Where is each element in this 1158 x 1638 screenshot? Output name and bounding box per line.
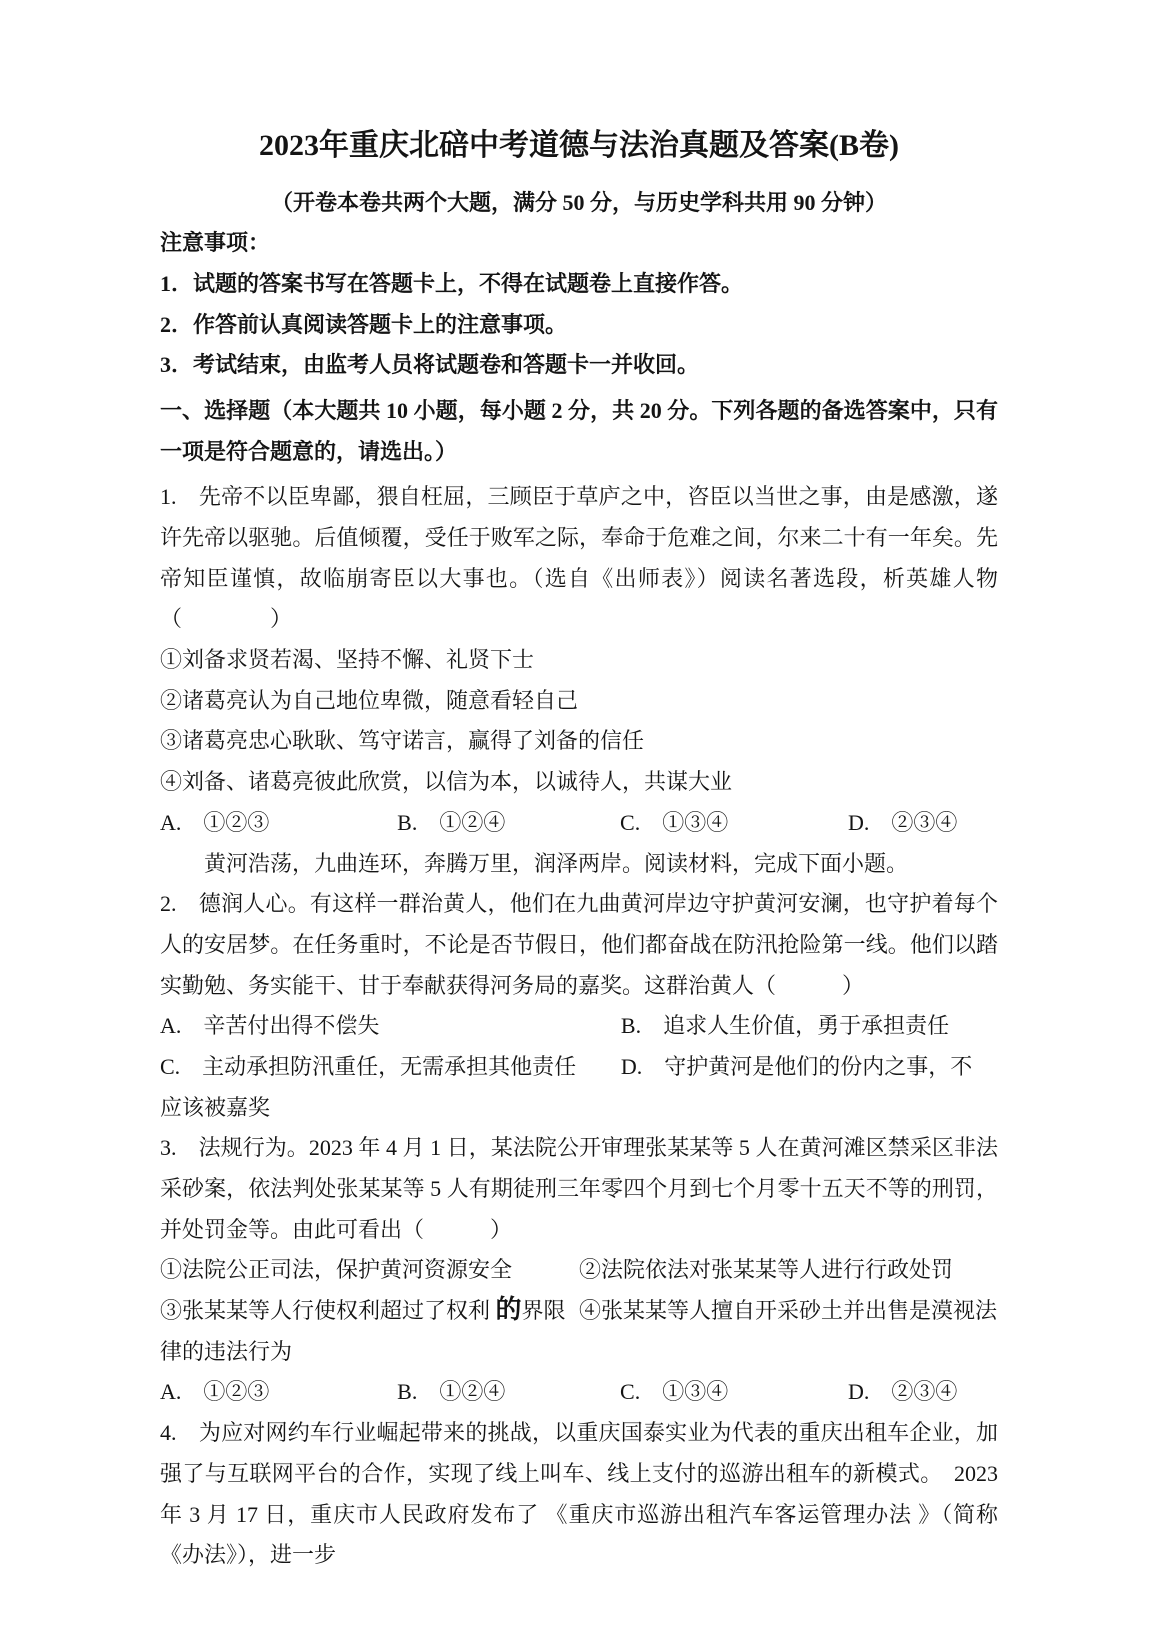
- q1-choice-d: D. ②③④: [847, 809, 958, 835]
- q3-items-row-1: [160, 1250, 998, 1291]
- q3-item-3-prefix: ③张某某等人行使权利超过了权利: [160, 1298, 496, 1324]
- note-item-2: 2．作答前认真阅读答题卡上的注意事项。: [160, 311, 568, 337]
- q3-item-3: [160, 1291, 579, 1332]
- q2-choice-d-continuation: 应该被嘉奖: [160, 1094, 271, 1120]
- question-3-stem: 3. 法规行为。2023 年 4 月 1 日，某法院公开审理张某某等 5 人在黄河滩区禁采区非法采砂案，依法判处张某某等 5 人有期徒刑三年零四个月到七个月零十五天不等的刑罚，并处罚金等。由此可看出（ ）: [160, 1135, 998, 1242]
- note-item-3: 3．考试结束，由监考人员将试题卷和答题卡一并收回。: [160, 352, 700, 378]
- doc-subtitle: （开卷本卷共两个大题，满分 50 分，与历史学科共用 90 分钟）: [270, 189, 887, 215]
- q3-choices-row: [160, 1372, 998, 1413]
- q2-choices-row-1: [160, 1006, 998, 1047]
- q3-items-row-2: [160, 1291, 998, 1332]
- section-heading: 一、选择题（本大题共 10 小题，每小题 2 分，共 20 分。下列各题的备选答案中，只有一项是符合题意的，请选出。）: [160, 397, 998, 464]
- q3-choice-c: C. ①③④: [620, 1379, 729, 1405]
- q2-choice-d: D. 守护黄河是他们的份内之事，不: [620, 1053, 973, 1079]
- question-4-stem: 4. 为应对网约车行业崛起带来的挑战，以重庆国泰实业为代表的重庆出租车企业，加强了与互联网平台的合作，实现了线上叫车、线上支付的巡游出租车的新模式。 2023 年 3 月 17 日，重庆市人民政府发布了 《重庆市巡游出租汽车客运管理办法 》（简称《办法》），进一步: [160, 1420, 998, 1568]
- notes-heading: 注意事项：: [160, 230, 271, 256]
- q3-item-3-suffix: 界限: [521, 1298, 566, 1324]
- doc-title: 2023年重庆北碚中考道德与法治真题及答案(B卷): [259, 129, 899, 162]
- reading-passage: 黄河浩荡，九曲连环，奔腾万里，润泽两岸。阅读材料，完成下面小题。: [204, 850, 909, 876]
- q1-item-4: ④刘备、诸葛亮彼此欣赏，以信为本，以诚待人，共谋大业: [160, 769, 733, 795]
- q1-choices-row: [160, 803, 998, 844]
- q1-choice-a: A. ①②③: [160, 809, 270, 835]
- question-2-stem: 2. 德润人心。有这样一群治黄人，他们在九曲黄河岸边守护黄河安澜，也守护着每个人的安居梦。在任务重时，不论是否节假日，他们都奋战在防汛抢险第一线。他们以踏实勤勉、务实能干、甘于奉献获得河务局的嘉奖。这群治黄人（ ）: [160, 891, 998, 998]
- q3-item-3-bold-char: 的: [495, 1295, 522, 1325]
- q1-item-3: ③诸葛亮忠心耿耿、笃守诺言，赢得了刘备的信任: [160, 728, 645, 754]
- q1-item-2: ②诸葛亮认为自己地位卑微，随意看轻自己: [160, 687, 579, 713]
- question-1-stem: 1. 先帝不以臣卑鄙，猥自枉屈，三顾臣于草庐之中，咨臣以当世之事，由是感激，遂许先帝以驱驰。后值倾覆，受任于败军之际，奉命于危难之间，尔来二十有一年矣。先帝知臣谨慎，故临崩寄臣以大事也。（选自《出师表》）阅读名著选段，析英雄人物（ ）: [160, 484, 998, 632]
- note-item-1: 1．试题的答案书写在答题卡上，不得在试题卷上直接作答。: [160, 270, 744, 296]
- q3-choice-a: A. ①②③: [160, 1379, 270, 1405]
- q2-choice-a: A. 辛苦付出得不偿失: [160, 1013, 380, 1039]
- q3-choice-d: D. ②③④: [847, 1379, 958, 1405]
- q1-choice-b: B. ①②④: [397, 809, 506, 835]
- q2-choices-row-2: [160, 1047, 998, 1088]
- q2-choice-c: C. 主动承担防汛重任，无需承担其他责任: [160, 1053, 577, 1079]
- q1-choice-c: C. ①③④: [620, 809, 729, 835]
- q3-item-1: ①法院公正司法，保护黄河资源安全: [160, 1257, 513, 1283]
- q3-item-4: ④张某某等人擅自开采砂土并出售是漠视法: [579, 1298, 998, 1324]
- q1-item-1: ①刘备求贤若渴、坚持不懈、礼贤下士: [160, 647, 535, 673]
- q2-choice-b: B. 追求人生价值，勇于承担责任: [620, 1013, 950, 1039]
- q3-item-4-continuation: 律的违法行为: [160, 1338, 293, 1364]
- q3-choice-b: B. ①②④: [397, 1379, 506, 1405]
- q3-item-2: ②法院依法对张某某等人进行行政处罚: [579, 1257, 954, 1283]
